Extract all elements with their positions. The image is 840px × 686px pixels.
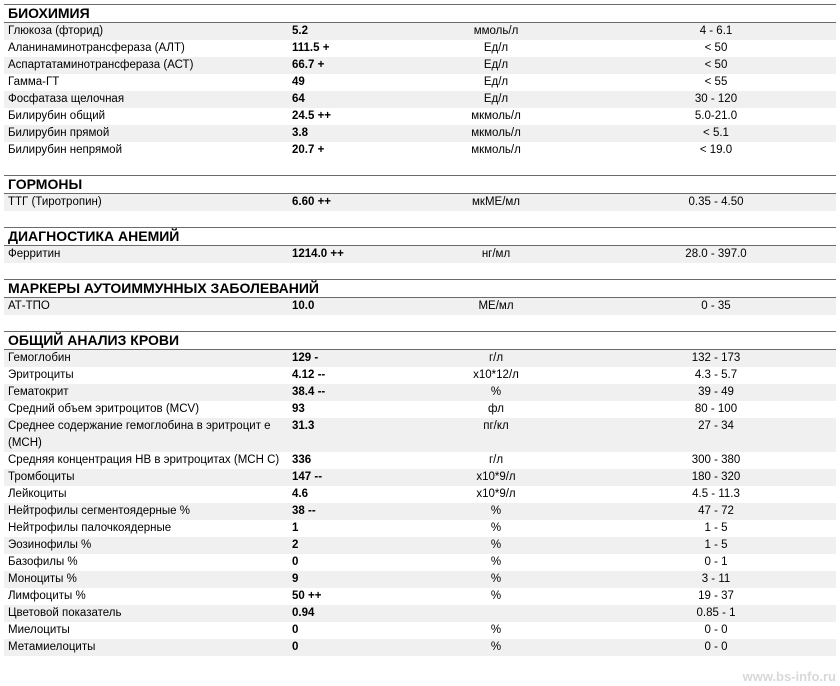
- test-name: Ферритин: [8, 248, 61, 260]
- table-row: [4, 74, 836, 91]
- reference-range: 0.85 - 1: [696, 607, 736, 619]
- reference-range: 30 - 120: [694, 93, 738, 105]
- section-rows-cbc: [4, 350, 836, 656]
- table-row: [4, 503, 836, 520]
- test-unit: мкМЕ/мл: [472, 196, 520, 208]
- test-value: 24.5 ++: [292, 110, 332, 122]
- table-row: [4, 622, 836, 639]
- test-name: Гамма-ГТ: [8, 76, 60, 88]
- test-name: Билирубин общий: [8, 110, 106, 122]
- reference-range: < 50: [704, 59, 728, 71]
- reference-range: < 55: [704, 76, 728, 88]
- test-unit: нг/мл: [481, 248, 511, 260]
- section-gap: [4, 211, 836, 228]
- test-name: Гемоглобин: [8, 352, 71, 364]
- table-row: [4, 418, 836, 452]
- lab-results-page: [4, 0, 836, 656]
- table-row: [4, 246, 836, 263]
- test-name: Нейтрофилы сегментоядерные %: [8, 505, 190, 517]
- reference-range: < 5.1: [703, 127, 729, 139]
- table-row: [4, 520, 836, 537]
- test-unit: %: [490, 505, 502, 517]
- test-unit: г/л: [488, 352, 504, 364]
- test-value: 0: [292, 556, 299, 568]
- test-name: Эритроциты: [8, 369, 74, 381]
- test-name: Билирубин непрямой: [8, 144, 123, 156]
- reference-range: 300 - 380: [691, 454, 741, 466]
- reference-range: 19 - 37: [698, 590, 734, 602]
- test-unit: [396, 605, 596, 622]
- test-unit: %: [490, 573, 502, 585]
- test-unit: ммоль/л: [473, 25, 519, 37]
- reference-range: < 19.0: [699, 144, 733, 156]
- reference-range: 3 - 11: [701, 573, 731, 585]
- test-unit: x10*12/л: [473, 369, 519, 381]
- table-row: [4, 537, 836, 554]
- reference-range: 0 - 0: [704, 641, 728, 653]
- test-name: Аспартатаминотрансфераза (АСТ): [8, 59, 194, 71]
- table-row: [4, 639, 836, 656]
- reference-range: 4.3 - 5.7: [694, 369, 738, 381]
- test-value: 2: [292, 539, 299, 551]
- table-row: [4, 605, 836, 622]
- test-value: 10.0: [292, 300, 315, 312]
- reference-range: 80 - 100: [694, 403, 738, 415]
- reference-range: 47 - 72: [698, 505, 734, 517]
- table-row: [4, 40, 836, 57]
- test-value: 111.5 +: [292, 42, 330, 54]
- test-value: 0.94: [292, 607, 315, 619]
- test-value: 5.2: [292, 25, 308, 37]
- test-unit: %: [490, 522, 502, 534]
- test-unit: Ед/л: [483, 42, 509, 54]
- table-row: [4, 194, 836, 211]
- test-unit: пг/кл: [483, 420, 509, 432]
- table-row: [4, 571, 836, 588]
- table-row: [4, 367, 836, 384]
- test-value: 147 --: [292, 471, 323, 483]
- test-value: 0: [292, 624, 299, 636]
- test-value: 4.6: [292, 488, 308, 500]
- test-name: Эозинофилы %: [8, 539, 92, 551]
- table-row: [4, 298, 836, 315]
- table-row: [4, 452, 836, 469]
- table-row: [4, 108, 836, 125]
- test-unit: %: [490, 556, 502, 568]
- test-unit: %: [490, 590, 502, 602]
- test-name: Тромбоциты: [8, 471, 75, 483]
- table-row: [4, 588, 836, 605]
- test-value: 336: [292, 454, 312, 466]
- test-unit: %: [490, 624, 502, 636]
- section-rows-autoimmune: [4, 298, 836, 315]
- section-gap: [4, 315, 836, 332]
- reference-range: 180 - 320: [691, 471, 741, 483]
- reference-range: 0 - 0: [704, 624, 728, 636]
- reference-range: 0.35 - 4.50: [688, 196, 744, 208]
- section-header-cbc: ОБЩИЙ АНАЛИЗ КРОВИ: [4, 331, 836, 350]
- watermark: www.bs-info.ru: [742, 669, 836, 684]
- test-name: Гематокрит: [8, 386, 69, 398]
- reference-range: 4.5 - 11.3: [692, 488, 740, 500]
- test-value: 1214.0 ++: [292, 248, 344, 260]
- test-unit: мкмоль/л: [471, 144, 521, 156]
- section-header-anemia: ДИАГНОСТИКА АНЕМИЙ: [4, 227, 836, 246]
- table-row: [4, 384, 836, 401]
- test-value: 6.60 ++: [292, 196, 332, 208]
- section-header-biochemistry: БИОХИМИЯ: [4, 4, 836, 23]
- test-name: Лимфоциты %: [8, 590, 86, 602]
- test-value: 0: [292, 641, 299, 653]
- test-name: АТ-ТПО: [8, 300, 50, 312]
- reference-range: 0 - 1: [704, 556, 728, 568]
- test-unit: мкмоль/л: [471, 127, 521, 139]
- test-value: 38.4 --: [292, 386, 326, 398]
- test-value: 31.3: [292, 420, 315, 432]
- test-name: Базофилы %: [8, 556, 78, 568]
- test-name: Средняя концентрация НВ в эритроцитах (МСН С): [8, 454, 280, 466]
- section-header-hormones: ГОРМОНЫ: [4, 175, 836, 194]
- section-gap: [4, 159, 836, 176]
- test-value: 1: [292, 522, 299, 534]
- test-value: 93: [292, 403, 305, 415]
- test-unit: г/л: [488, 454, 504, 466]
- test-unit: фл: [488, 403, 504, 415]
- test-name: Фосфатаза щелочная: [8, 93, 125, 105]
- test-unit: %: [490, 539, 502, 551]
- table-row: [4, 401, 836, 418]
- test-name: ТТГ (Тиротропин): [8, 196, 102, 208]
- reference-range: 39 - 49: [698, 386, 734, 398]
- table-row: [4, 486, 836, 503]
- test-name: Миелоциты: [8, 624, 70, 636]
- test-unit: x10*9/л: [476, 488, 516, 500]
- table-row: [4, 469, 836, 486]
- test-name: Лейкоциты: [8, 488, 67, 500]
- reference-range: 28.0 - 397.0: [685, 248, 747, 260]
- reference-range: 5.0-21.0: [694, 110, 738, 122]
- section-header-autoimmune: МАРКЕРЫ АУТОИММУННЫХ ЗАБОЛЕВАНИЙ: [4, 279, 836, 298]
- section-gap: [4, 263, 836, 280]
- table-row: [4, 554, 836, 571]
- test-value: 20.7 +: [292, 144, 325, 156]
- test-name: Билирубин прямой: [8, 127, 110, 139]
- reference-range: 1 - 5: [704, 539, 728, 551]
- test-name: Нейтрофилы палочкоядерные: [8, 522, 172, 534]
- test-value: 4.12 --: [292, 369, 326, 381]
- test-value: 9: [292, 573, 299, 585]
- test-unit: Ед/л: [483, 59, 509, 71]
- table-row: [4, 91, 836, 108]
- reference-range: 0 - 35: [701, 300, 731, 312]
- test-name: Средний объем эритроцитов (MCV): [8, 403, 200, 415]
- reference-range: < 50: [704, 42, 728, 54]
- test-unit: Ед/л: [483, 93, 509, 105]
- test-value: 38 --: [292, 505, 316, 517]
- test-name: Метамиелоциты: [8, 641, 96, 653]
- section-rows-biochemistry: [4, 23, 836, 159]
- reference-range: 1 - 5: [704, 522, 728, 534]
- test-name: Моноциты %: [8, 573, 77, 585]
- reference-range: 4 - 6.1: [699, 25, 733, 37]
- test-value: 3.8: [292, 127, 308, 139]
- test-unit: %: [490, 386, 502, 398]
- table-row: [4, 57, 836, 74]
- test-unit: МЕ/мл: [478, 300, 514, 312]
- test-value: 64: [292, 93, 305, 105]
- table-row: [4, 350, 836, 367]
- section-rows-hormones: [4, 194, 836, 211]
- section-rows-anemia: [4, 246, 836, 263]
- test-value: 129 -: [292, 352, 319, 364]
- test-unit: Ед/л: [483, 76, 509, 88]
- test-value: 50 ++: [292, 590, 322, 602]
- reference-range: 27 - 34: [698, 420, 734, 432]
- test-name: Среднее содержание гемоглобина в эритроцит е (MCH): [8, 420, 271, 449]
- test-name: Аланинаминотрансфераза (АЛТ): [8, 42, 185, 54]
- test-name: Цветовой показатель: [8, 607, 122, 619]
- reference-range: 132 - 173: [691, 352, 741, 364]
- table-row: [4, 23, 836, 40]
- test-value: 49: [292, 76, 305, 88]
- table-row: [4, 142, 836, 159]
- test-name: Глюкоза (фторид): [8, 25, 104, 37]
- table-row: [4, 125, 836, 142]
- test-unit: x10*9/л: [476, 471, 516, 483]
- test-unit: мкмоль/л: [471, 110, 521, 122]
- test-unit: %: [490, 641, 502, 653]
- test-value: 66.7 +: [292, 59, 325, 71]
